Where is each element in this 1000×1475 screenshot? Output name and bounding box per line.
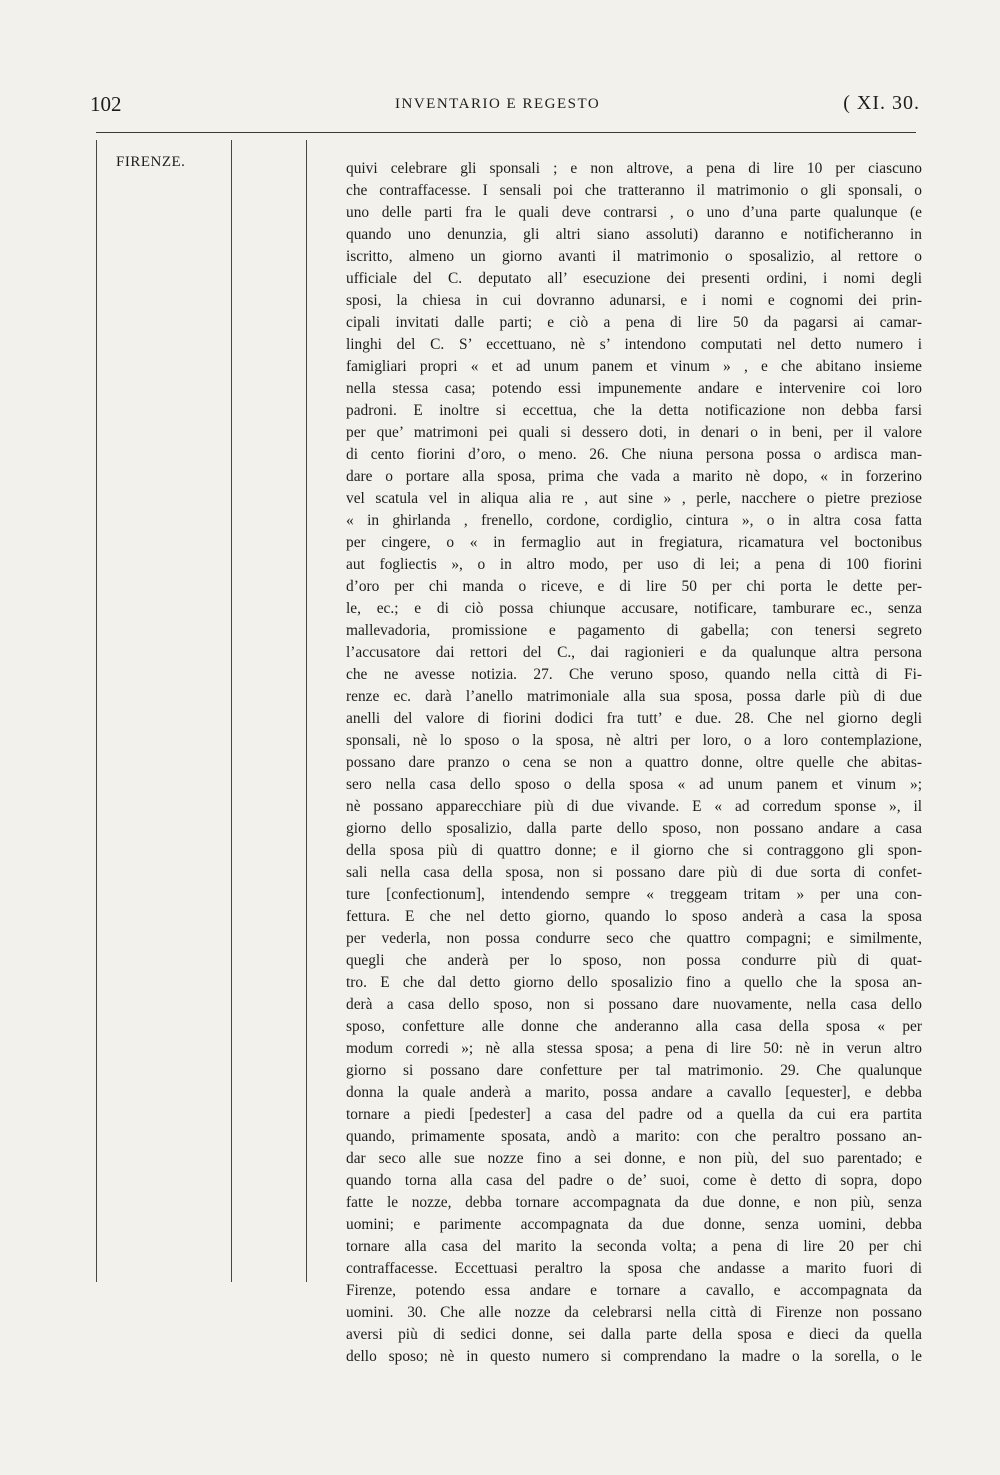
margin-rule-right [306, 140, 307, 1282]
text-line: sero nella casa dello sposo o della sposa « ad unum panem et vinum »; [346, 776, 922, 793]
text-line: quando torna alla casa del padre o de’ suoi, come è detto di sopra, dopo [346, 1172, 922, 1189]
text-line: uomini. 30. Che alle nozze da celebrarsi nella città di Firenze non possano [346, 1304, 922, 1321]
text-line: dello sposo; nè in questo numero si comprendano la madre o la sorella, o le [346, 1348, 922, 1365]
text-line: l’accusatore dai rettori del C., dai ragionieri e da qualunque altra persona [346, 644, 922, 661]
text-line: iscritto, almeno un giorno avanti il matrimonio o sposalizio, al rettore o [346, 248, 922, 265]
text-line: nella stessa casa; potendo essi impunemente andare e intervenire coi loro [346, 380, 922, 397]
margin-rule-left [96, 140, 97, 1282]
text-line: fatte le nozze, debba tornare accompagnata da due donne, e non più, senza [346, 1194, 922, 1211]
text-line: derà a casa dello sposo, non si possano dare nuovamente, nella casa dello [346, 996, 922, 1013]
text-line: che ne avesse notizia. 27. Che veruno sposo, quando nella città di Fi- [346, 666, 922, 683]
text-line: tro. E che dal detto giorno dello sposalizio fino a quello che la sposa an- [346, 974, 922, 991]
text-line: sponsali, nè lo sposo o la sposa, nè altri per loro, o a loro contemplazione, [346, 732, 922, 749]
text-line: per vederla, non possa condurre seco che quattro compagni; e similmente, [346, 930, 922, 947]
text-line: per que’ matrimoni pei quali si dessero doti, in denari o in beni, per il valore [346, 424, 922, 441]
text-line: di cento fiorini d’oro, o meno. 26. Che niuna persona possa o ardisca man- [346, 446, 922, 463]
text-line: aut fogliectis », o in altro modo, per uso di lei; a pena di 100 fiorini [346, 556, 922, 573]
text-line: vel scatula vel in aliqua alia re , aut sine » , perle, nacchere o pietre preziose [346, 490, 922, 507]
text-line: tornare alla casa del marito la seconda volta; a pena di lire 20 per chi [346, 1238, 922, 1255]
text-line: donna la quale anderà a marito, possa andare a cavallo [equester], e debba [346, 1084, 922, 1101]
margin-column [96, 140, 308, 1282]
text-line: aversi più di sedici donne, sei dalla parte della sposa e dieci da quella [346, 1326, 922, 1343]
text-line: uomini; e parimente accompagnata da due donne, senza uomini, debba [346, 1216, 922, 1233]
text-line: ture [confectionum], intendendo sempre « treggeam tritam » per una con- [346, 886, 922, 903]
text-line: Firenze, potendo essa andare e tornare a cavallo, e accompagnata da [346, 1282, 922, 1299]
text-line: sposo, confetture alle donne che anderanno alla casa della sposa « per [346, 1018, 922, 1035]
page-header [90, 92, 920, 120]
body-text [346, 158, 922, 1368]
text-line: fettura. E che nel detto giorno, quando lo sposo anderà a casa la sposa [346, 908, 922, 925]
text-line: sposi, la chiesa in cui dovranno adunarsi, e i nomi e cognomi dei prin- [346, 292, 922, 309]
text-line: possano dare pranzo o cena se non a quattro donne, oltre quelle che abitas- [346, 754, 922, 771]
text-line: che contraffacesse. I sensali poi che tratteranno il matrimonio o gli sponsali, o [346, 182, 922, 199]
running-title: INVENTARIO E REGESTO [395, 96, 601, 112]
section-reference: ( XI. 30. [843, 92, 920, 114]
text-line: quando, primamente sposata, andò a marito: con che peraltro possano an- [346, 1128, 922, 1145]
text-line: quivi celebrare gli sponsali ; e non altrove, a pena di lire 10 per ciascuno [346, 160, 922, 177]
text-line: le, ec.; e di ciò possa chiunque accusare, notificare, tamburare ec., senza [346, 600, 922, 617]
text-line: dar seco alle sue nozze fino a sei donne, e non più, del suo parentado; e [346, 1150, 922, 1167]
header-rule [96, 132, 916, 133]
text-line: quegli che anderà per lo sposo, non possa condurre più di quat- [346, 952, 922, 969]
text-line: nè possano apparecchiare più di due vivande. E « ad corredum sponse », il [346, 798, 922, 815]
text-line: quando uno denunzia, gli altri siano assoluti) daranno e notificheranno in [346, 226, 922, 243]
text-line: mallevadoria, promissione e pagamento di gabella; con tenersi segreto [346, 622, 922, 639]
text-line: d’oro per chi manda o riceve, e di lire 50 per chi porta le dette per- [346, 578, 922, 595]
text-line: uno delle parti fra le quali deve contrarsi , o uno d’una parte qualunque (e [346, 204, 922, 221]
text-line: per cingere, o « in fermaglio aut in fregiatura, ricamatura vel boctonibus [346, 534, 922, 551]
text-line: giorno dello sposalizio, dalla parte dello sposo, non possano andare a casa [346, 820, 922, 837]
text-line: linghi del C. S’ eccettuano, nè s’ intendono computati nel detto numero i [346, 336, 922, 353]
text-line: modum corredi »; nè alla stessa sposa; a pena di lire 50: nè in verun altro [346, 1040, 922, 1057]
text-line: sali nella casa della sposa, non si possano dare più di due sorta di confet- [346, 864, 922, 881]
margin-rule-middle [231, 140, 232, 1282]
text-line: contraffacesse. Eccettuasi peraltro la sposa che andasse a marito fuori di [346, 1260, 922, 1277]
text-line: ufficiale del C. deputato all’ esecuzione dei presenti ordini, i nomi degli [346, 270, 922, 287]
text-line: giorno si possano dare confetture per tal matrimonio. 29. Che qualunque [346, 1062, 922, 1079]
page-number: 102 [90, 92, 122, 116]
margin-place-label: FIRENZE. [116, 154, 186, 170]
text-line: famigliari propri « et ad unum panem et vinum » , e che abitano insieme [346, 358, 922, 375]
text-line: « in ghirlanda , frenello, cordone, cordiglio, cintura », o in altra cosa fatta [346, 512, 922, 529]
text-line: anelli del valore di fiorini dodici fra tutt’ e due. 28. Che nel giorno degli [346, 710, 922, 727]
text-line: dare o portare alla sposa, prima che vada a marito nè dopo, « in forzerino [346, 468, 922, 485]
text-line: cipali invitati dalle parti; e ciò a pena di lire 50 da pagarsi ai camar- [346, 314, 922, 331]
text-line: della sposa più di quattro donne; e il giorno che si contraggono gli spon- [346, 842, 922, 859]
text-line: tornare a piedi [pedester] a casa del padre od a quella da cui era partita [346, 1106, 922, 1123]
text-line: padroni. E inoltre si eccettua, che la detta notificazione non debba farsi [346, 402, 922, 419]
text-line: renze ec. darà l’anello matrimoniale alla sua sposa, possa darle più di due [346, 688, 922, 705]
